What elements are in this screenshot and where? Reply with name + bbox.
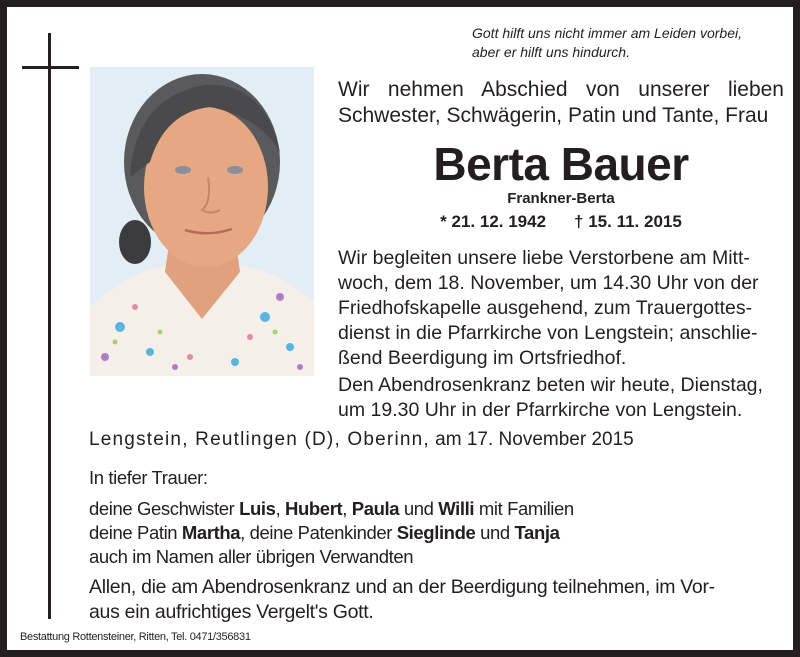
life-dates — [338, 210, 784, 234]
death-date: † 15. 11. 2015 — [574, 212, 682, 231]
deceased-name: Berta Bauer — [433, 138, 689, 190]
sibling-name: Luis — [239, 498, 276, 519]
mourners-list — [89, 497, 779, 569]
funeral-line: Wir begleiten unsere liebe Verstorbene am Mitt- — [338, 247, 750, 269]
sibling-name: Willi — [438, 498, 475, 519]
godchild-name: Sieglinde — [396, 522, 476, 543]
siblings-suffix: mit Familien — [474, 498, 574, 519]
birth-date: * 21. 12. 1942 — [440, 212, 547, 231]
godchild-name: Tanja — [514, 522, 560, 543]
intro-line-1: Wir nehmen Abschied von unserer lieben — [338, 78, 784, 101]
places: Lengstein, Reutlingen (D), Oberinn, — [89, 429, 430, 450]
siblings-line — [89, 497, 779, 521]
intro-text — [338, 77, 784, 129]
rosary-line: Den Abendrosenkranz beten wir heute, Dienstag, — [338, 374, 763, 396]
undertaker-credit: Bestattung Rottensteiner, Ritten, Tel. 0471/356831 — [20, 631, 251, 643]
funeral-line: woch, dem 18. November, um 14.30 Uhr von der — [338, 272, 759, 294]
quote-line-1: Gott hilft uns nicht immer am Leiden vorbei, — [472, 25, 743, 41]
godmother-name: Martha — [181, 522, 241, 543]
godchildren-prefix: , deine Patenkinder — [240, 522, 397, 543]
separator: , — [275, 498, 286, 519]
rosary-details — [338, 373, 784, 423]
funeral-details — [338, 246, 784, 371]
deceased-nickname: Frankner-Berta — [507, 190, 615, 207]
siblings-prefix: deine Geschwister — [89, 498, 240, 519]
portrait-illustration — [90, 67, 314, 376]
funeral-line: dienst in die Pfarrkirche von Lengstein; anschlie- — [338, 322, 758, 344]
intro-line-2: Schwester, Schwägerin, Patin und Tante, Frau — [338, 104, 769, 127]
separator: und — [475, 522, 515, 543]
sibling-name: Paula — [351, 498, 400, 519]
thanks-text — [89, 575, 779, 625]
separator: und — [399, 498, 439, 519]
sibling-name: Hubert — [285, 498, 343, 519]
funeral-line: ßend Beerdigung im Ortsfriedhof. — [338, 347, 627, 369]
cross-icon-horizontal-bar — [22, 66, 79, 69]
funeral-line: Friedhofskapelle ausgehend, zum Trauergottes- — [338, 297, 753, 319]
relatives-line: auch im Namen aller übrigen Verwandten — [89, 546, 414, 567]
quote-line-2: aber er hilft uns hindurch. — [472, 44, 630, 60]
portrait-photo — [90, 67, 314, 376]
thanks-line: Allen, die am Abendrosenkranz und an der Beerdigung teilnehmen, im Vor- — [89, 576, 715, 598]
epigraph-quote — [472, 24, 792, 62]
place-and-date — [89, 427, 779, 452]
godparents-line — [89, 521, 779, 545]
separator: , — [342, 498, 352, 519]
mourning-heading: In tiefer Trauer: — [89, 467, 208, 488]
cross-icon-vertical-bar — [48, 33, 51, 619]
notice-date: am 17. November 2015 — [429, 429, 634, 450]
thanks-line: aus ein aufrichtiges Vergelt's Gott. — [89, 601, 374, 623]
rosary-line: um 19.30 Uhr in der Pfarrkirche von Lengstein. — [338, 399, 743, 421]
godmother-prefix: deine Patin — [89, 522, 182, 543]
